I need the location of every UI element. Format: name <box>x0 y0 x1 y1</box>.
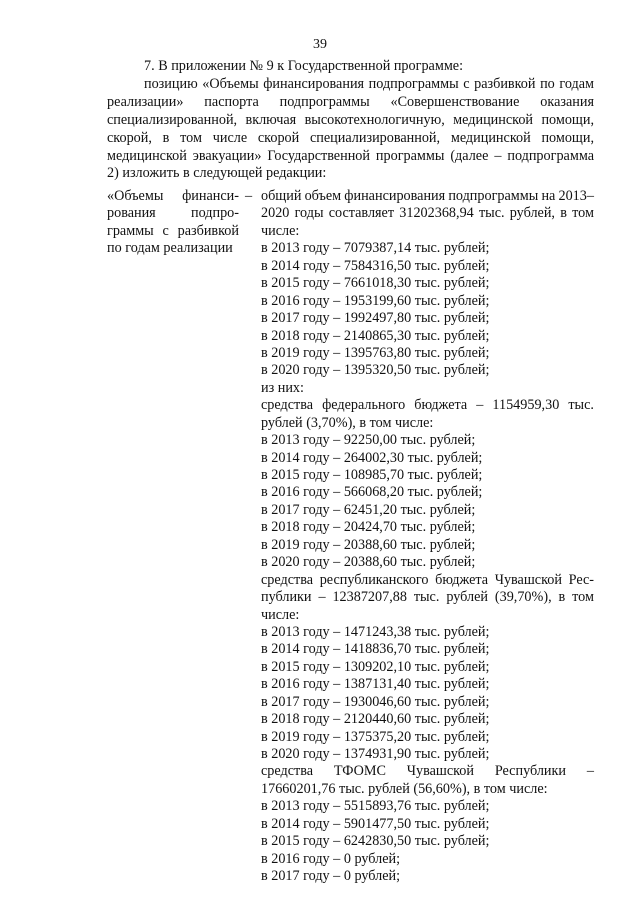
label-line <box>107 223 239 240</box>
word: граммы <box>107 222 154 239</box>
total-year-line: в 2014 году – 7584316,50 тыс. рублей; <box>261 257 490 274</box>
total-line <box>261 205 594 222</box>
total-year-line: в 2018 году – 2140865,30 тыс. рублей; <box>261 327 490 344</box>
word: публики <box>261 589 312 606</box>
republic-year-line: в 2019 году – 1375375,20 тыс. рублей; <box>261 728 490 745</box>
amendment-heading: 7. В приложении № 9 к Государственной программе: <box>144 58 464 74</box>
label-line: по годам реализации <box>107 240 233 257</box>
total-year-line: в 2013 году – 7079387,14 тыс. рублей; <box>261 240 490 257</box>
label-line <box>107 205 239 222</box>
word: бюджета <box>435 571 489 588</box>
republic-year-line: в 2017 году – 1930046,60 тыс. рублей; <box>261 693 490 710</box>
page-number: 39 <box>313 37 327 52</box>
word: «Объемы <box>107 188 164 204</box>
word: (39,70%), <box>494 589 552 606</box>
word: республиканского <box>319 571 429 588</box>
federal-year-line: в 2017 году – 62451,20 тыс. рублей; <box>261 501 476 518</box>
word: рования <box>107 205 156 222</box>
republic-line <box>261 589 594 606</box>
word: объем <box>304 188 342 204</box>
total-year-line: в 2019 году – 1395763,80 тыс. рублей; <box>261 344 490 361</box>
republic-line: числе: <box>261 606 300 623</box>
federal-line: рублей (3,70%), в том числе: <box>261 414 434 431</box>
word: Рес- <box>568 571 594 588</box>
amendment-intro <box>107 58 594 183</box>
tfoms-year-line: в 2014 году – 5901477,50 тыс. рублей; <box>261 815 490 832</box>
word: том <box>572 205 594 222</box>
republic-year-line: в 2013 году – 1471243,38 тыс. рублей; <box>261 623 490 640</box>
tfoms-line: 17660201,76 тыс. рублей (56,60%), в том числе: <box>261 780 548 797</box>
federal-year-line: в 2019 году – 20388,60 тыс. рублей; <box>261 536 476 553</box>
federal-line <box>261 397 594 414</box>
republic-year-line: в 2016 году – 1387131,40 тыс. рублей; <box>261 676 490 693</box>
word: Чувашской <box>494 571 562 588</box>
word: финанси- <box>182 188 239 204</box>
label-line <box>107 188 239 205</box>
of-them-line: из них: <box>261 379 304 396</box>
republic-year-line: в 2014 году – 1418836,70 тыс. рублей; <box>261 641 490 658</box>
word: составляет <box>328 205 395 222</box>
word: подпрограммы <box>448 188 539 204</box>
federal-year-line: в 2016 году – 566068,20 тыс. рублей; <box>261 484 483 501</box>
word: средства <box>261 763 314 780</box>
word: с <box>162 222 169 239</box>
amendment-paragraph: позицию «Объемы финансирования подпрограммы с разбивкой по годам реализации» паспорта подпрограммы «Совершенствование оказания специализированной, включая высокотехнологичную, медицинской помощи, скорой, в том числе скорой специализированной, медицинской помощи, медицинской эвакуации» Государственной программы (далее – подпрограмма 2) изложить в следующей редакции: <box>107 75 594 182</box>
word: том <box>572 589 594 606</box>
word: подпро- <box>190 205 239 222</box>
tfoms-year-line: в 2013 году – 5515893,76 тыс. рублей; <box>261 798 490 815</box>
word: федерального <box>322 397 406 414</box>
word: 12387207,88 <box>332 589 407 606</box>
federal-year-line: в 2013 году – 92250,00 тыс. рублей; <box>261 432 476 449</box>
federal-year-line: в 2020 году – 20388,60 тыс. рублей; <box>261 554 476 571</box>
word: в <box>560 205 567 222</box>
financing-label <box>107 188 239 258</box>
word: 1154959,30 <box>492 397 560 414</box>
word: тыс. <box>413 589 440 606</box>
total-line: числе: <box>261 222 300 239</box>
tfoms-year-line: в 2015 году – 6242830,50 тыс. рублей; <box>261 833 490 850</box>
federal-year-line: в 2015 году – 108985,70 тыс. рублей; <box>261 467 483 483</box>
financing-details <box>261 188 594 886</box>
tfoms-line <box>261 763 594 780</box>
word: ТФОМС <box>333 763 386 780</box>
tfoms-year-line: в 2016 году – 0 рублей; <box>261 850 401 867</box>
total-year-line: в 2015 году – 7661018,30 тыс. рублей; <box>261 275 490 292</box>
word: – <box>476 397 484 414</box>
republic-year-line: в 2018 году – 2120440,60 тыс. рублей; <box>261 711 490 728</box>
word: Чувашской <box>406 763 474 780</box>
republic-line <box>261 572 594 589</box>
word: в <box>558 589 566 606</box>
total-line <box>261 188 594 205</box>
tfoms-year-line: в 2017 году – 0 рублей; <box>261 868 401 885</box>
word: 31202368,94 <box>399 205 474 222</box>
republic-year-line: в 2015 году – 1309202,10 тыс. рублей; <box>261 658 490 675</box>
word: бюджета <box>414 397 468 414</box>
republic-year-line: в 2020 году – 1374931,90 тыс. рублей; <box>261 746 490 762</box>
total-year-line: в 2016 году – 1953199,60 тыс. рублей; <box>261 292 490 309</box>
separator-dash: – <box>245 188 253 204</box>
word: рублей <box>446 589 488 606</box>
word: 2013– <box>558 188 594 204</box>
word: общий <box>261 188 302 204</box>
word: 2020 <box>261 205 290 222</box>
federal-year-line: в 2014 году – 264002,30 тыс. рублей; <box>261 449 483 466</box>
word: – <box>318 589 326 606</box>
word: – <box>586 763 594 780</box>
word: тыс. <box>568 397 594 414</box>
word: Республики <box>494 763 567 780</box>
federal-year-line: в 2018 году – 20424,70 тыс. рублей; <box>261 519 476 536</box>
word: средства <box>261 397 314 414</box>
total-year-line: в 2020 году – 1395320,50 тыс. рублей; <box>261 362 490 379</box>
word: тыс. <box>478 205 505 222</box>
word: финансирования <box>344 188 446 204</box>
word: годы <box>294 205 324 222</box>
word: средства <box>261 571 314 588</box>
word: на <box>541 188 556 204</box>
total-year-line: в 2017 году – 1992497,80 тыс. рублей; <box>261 310 490 327</box>
word: разбивкой <box>177 222 239 239</box>
word: рублей, <box>509 205 555 222</box>
